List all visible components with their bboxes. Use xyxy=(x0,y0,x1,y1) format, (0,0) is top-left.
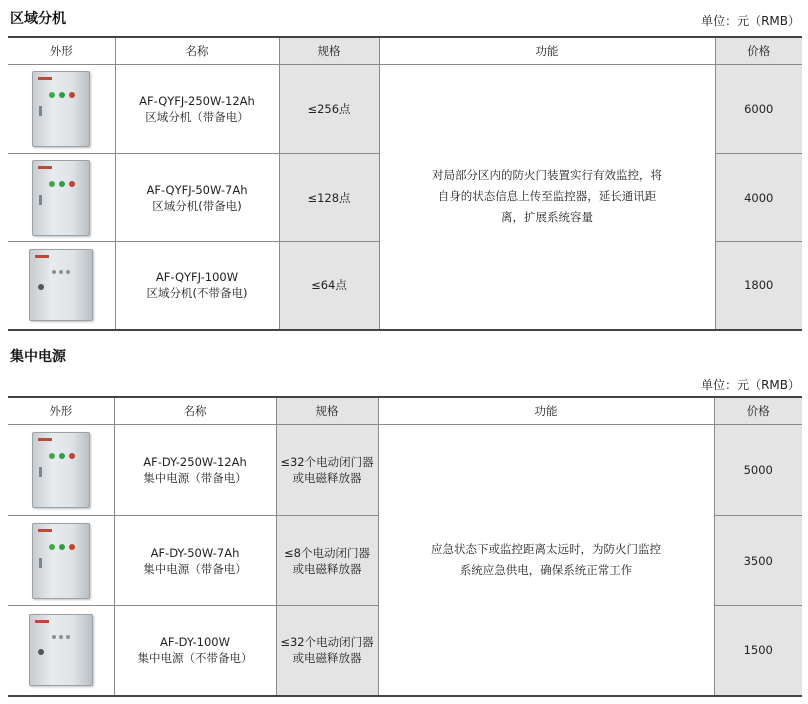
product-spec: ≤32个电动闭门器 或电磁释放器 xyxy=(276,606,378,696)
product-name: AF-QYFJ-250W-12Ah 区域分机（带备电） xyxy=(115,65,279,154)
table-header xyxy=(8,37,802,65)
header-function: 功能 xyxy=(378,397,714,425)
unit-label: 单位：元（RMB） xyxy=(701,378,800,392)
product-spec: ≤8个电动闭门器 或电磁释放器 xyxy=(276,516,378,606)
product-name: AF-DY-100W 集中电源（不带备电） xyxy=(114,606,276,696)
product-price: 4000 xyxy=(715,154,802,242)
section-title: 集中电源 xyxy=(10,349,66,365)
product-name: AF-DY-50W-7Ah 集中电源（带备电） xyxy=(114,516,276,606)
header-appearance: 外形 xyxy=(8,397,114,425)
product-image xyxy=(8,606,114,696)
product-image xyxy=(8,154,115,242)
product-name: AF-QYFJ-50W-7Ah 区域分机(带备电) xyxy=(115,154,279,242)
table-row xyxy=(8,425,802,516)
header-appearance: 外形 xyxy=(8,37,115,65)
backup-cabinet-icon xyxy=(32,432,90,508)
backup-cabinet-icon xyxy=(32,523,90,599)
product-function: 应急状态下或监控距离太远时，为防火门监控 系统应急供电，确保系统正常工作 xyxy=(378,425,714,696)
table-row xyxy=(8,65,802,154)
product-image xyxy=(8,65,115,154)
header-function: 功能 xyxy=(379,37,715,65)
header-price: 价格 xyxy=(715,37,802,65)
product-price: 5000 xyxy=(714,425,802,516)
header-name: 名称 xyxy=(115,37,279,65)
product-spec: ≤128点 xyxy=(279,154,379,242)
product-spec: ≤256点 xyxy=(279,65,379,154)
product-table xyxy=(8,36,802,331)
product-price: 6000 xyxy=(715,65,802,154)
product-spec: ≤32个电动闭门器 或电磁释放器 xyxy=(276,425,378,516)
header-spec: 规格 xyxy=(276,397,378,425)
section-title: 区域分机 xyxy=(10,11,66,27)
product-image xyxy=(8,242,115,330)
product-spec: ≤64点 xyxy=(279,242,379,330)
header-price: 价格 xyxy=(714,397,802,425)
backup-cabinet-icon xyxy=(32,160,90,236)
table-header xyxy=(8,397,802,425)
header-spec: 规格 xyxy=(279,37,379,65)
plain-cabinet-icon xyxy=(29,614,93,686)
backup-cabinet-icon xyxy=(32,71,90,147)
plain-cabinet-icon xyxy=(29,249,93,321)
product-price: 1500 xyxy=(714,606,802,696)
product-image xyxy=(8,425,114,516)
product-price: 1800 xyxy=(715,242,802,330)
product-image xyxy=(8,516,114,606)
product-name: AF-QYFJ-100W 区域分机(不带备电) xyxy=(115,242,279,330)
product-table xyxy=(8,396,802,697)
product-name: AF-DY-250W-12Ah 集中电源（带备电） xyxy=(114,425,276,516)
unit-label: 单位：元（RMB） xyxy=(701,14,800,28)
header-name: 名称 xyxy=(114,397,276,425)
product-function: 对局部分区内的防火门装置实行有效监控，将 自身的状态信息上传至监控器，延长通讯距 离，扩展系统容量 xyxy=(379,65,715,330)
product-price: 3500 xyxy=(714,516,802,606)
